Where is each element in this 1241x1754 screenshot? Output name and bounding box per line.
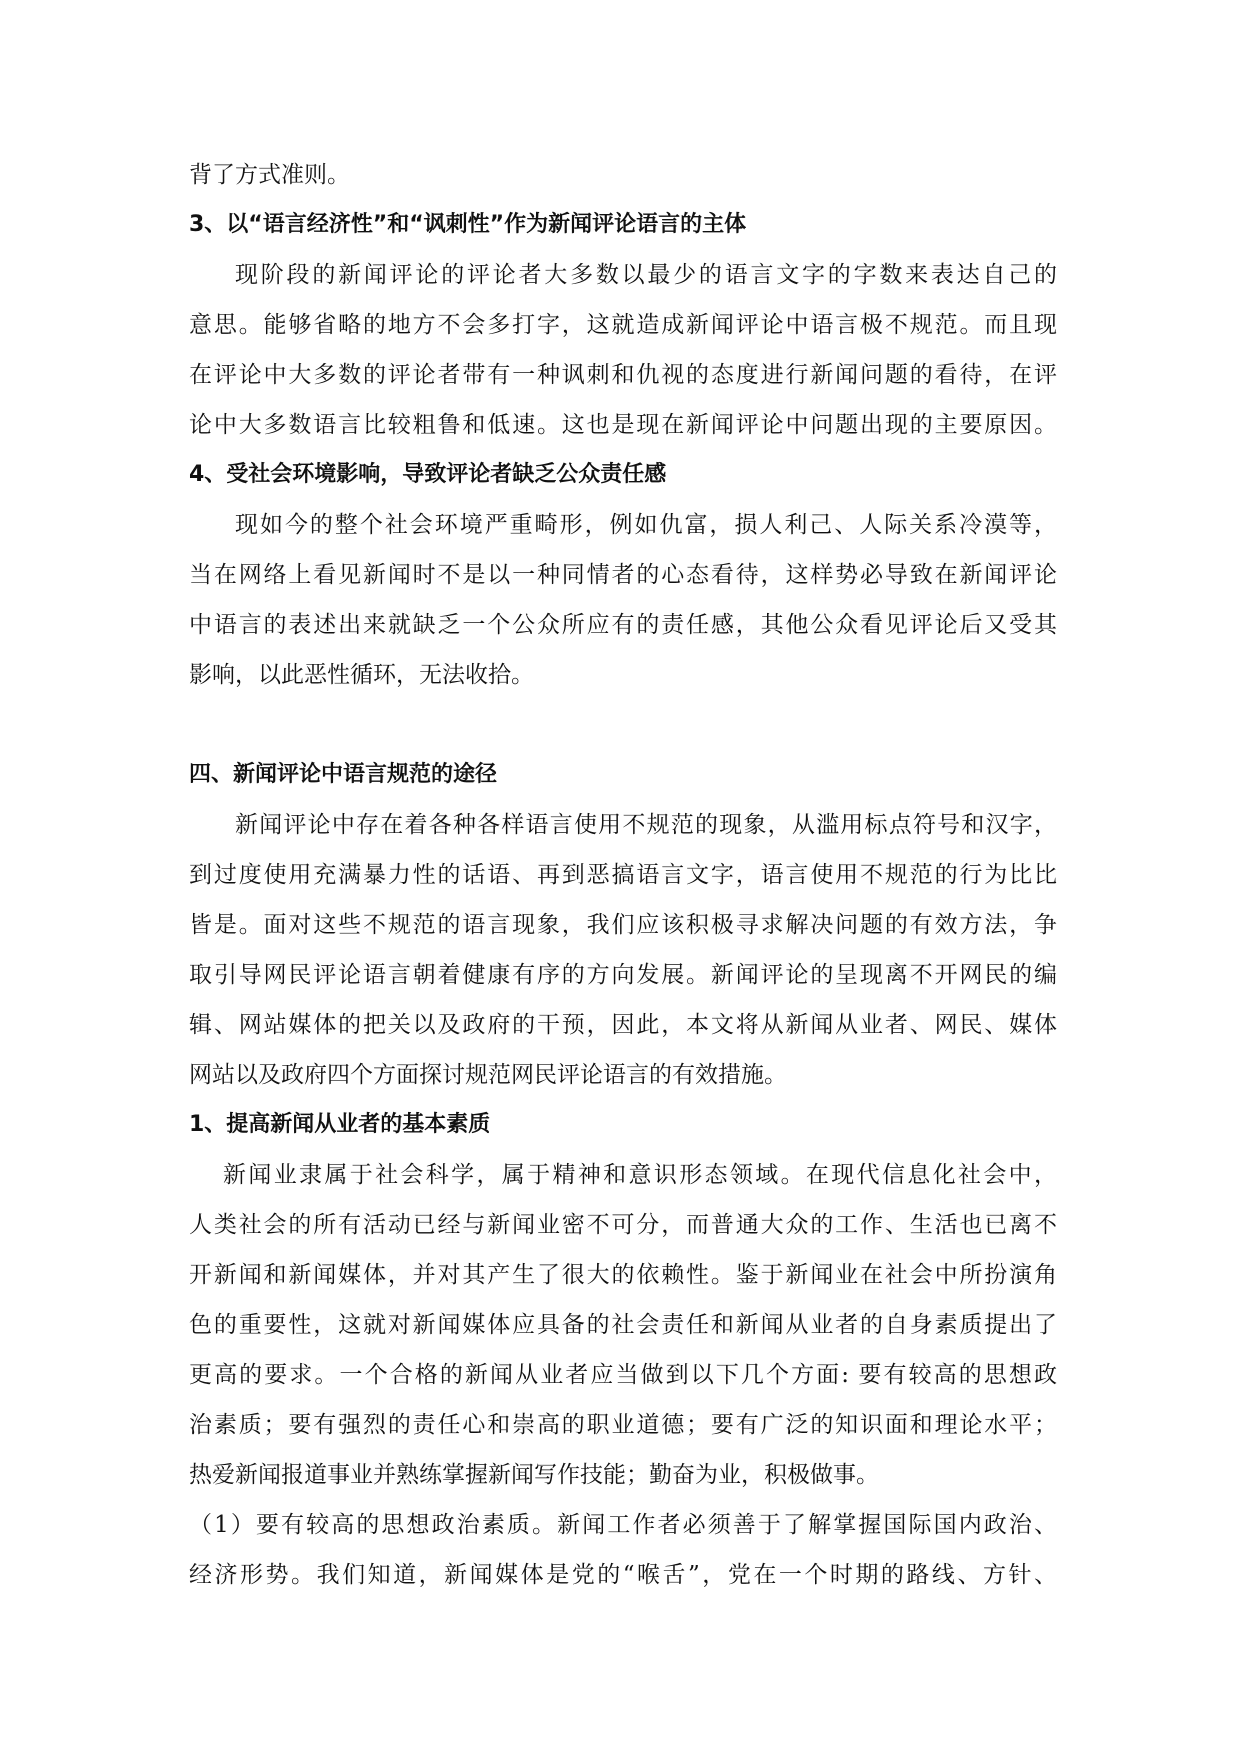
paragraph-line: 当在网络上看见新闻时不是以一种同情者的心态看待，这样势必导致在新闻评论 [189,562,1057,588]
paragraph-line: 取引导网民评论语言朝着健康有序的方向发展。新闻评论的呈现离不开网民的编 [189,962,1057,988]
paragraph-line: 热爱新闻报道事业并熟练掌握新闻写作技能；勤奋为业，积极做事。 [189,1462,879,1488]
document-body [189,150,1057,1600]
paragraph-line: 新闻评论中存在着各种各样语言使用不规范的现象，从滥用标点符号和汉字， [235,812,1057,838]
paragraph-line: 更高的要求。一个合格的新闻从业者应当做到以下几个方面: 要有较高的思想政 [189,1362,1057,1388]
paragraph-line: 经济形势。我们知道，新闻媒体是党的“喉舌”，党在一个时期的路线、方针、 [189,1562,1057,1588]
paragraph-line: 论中大多数语言比较粗鲁和低速。这也是现在新闻评论中问题出现的主要原因。 [189,412,1057,438]
paragraph-line: 意思。能够省略的地方不会多打字，这就造成新闻评论中语言极不规范。而且现 [189,312,1057,338]
paragraph-line: 在评论中大多数的评论者带有一种讽刺和仇视的态度进行新闻问题的看待，在评 [189,362,1057,388]
paragraph-line: 中语言的表述出来就缺乏一个公众所应有的责任感，其他公众看见评论后又受其 [189,612,1057,638]
heading-4: 4、受社会环境影响，导致评论者缺乏公众责任感 [189,462,667,487]
paragraph-line: 网站以及政府四个方面探讨规范网民评论语言的有效措施。 [189,1062,787,1088]
paragraph-line: 到过度使用充满暴力性的话语、再到恶搞语言文字，语言使用不规范的行为比比 [189,862,1057,888]
paragraph-line: 背了方式准则。 [189,162,350,188]
paragraph-line: 治素质；要有强烈的责任心和崇高的职业道德；要有广泛的知识面和理论水平； [189,1412,1057,1438]
section-heading: 四、新闻评论中语言规范的途径 [189,762,498,787]
heading-3: 3、以“语言经济性”和“讽刺性”作为新闻评论语言的主体 [189,212,747,237]
paragraph-3 [189,250,1057,450]
paragraph-line: 色的重要性，这就对新闻媒体应具备的社会责任和新闻从业者的自身素质提出了 [189,1312,1057,1338]
paragraph-line: 现阶段的新闻评论的评论者大多数以最少的语言文字的字数来表达自己的 [235,262,1057,288]
section-intro [189,800,1057,1100]
paragraph-line: 影响，以此恶性循环，无法收拾。 [189,662,534,688]
sub-paragraph-2 [189,1500,1057,1600]
paragraph-line: 开新闻和新闻媒体，并对其产生了很大的依赖性。鉴于新闻业在社会中所扮演角 [189,1262,1057,1288]
sub-paragraph-1 [189,1150,1057,1500]
paragraph-line: 新闻业隶属于社会科学，属于精神和意识形态领域。在现代信息化社会中， [223,1162,1057,1188]
section-spacer [189,700,1057,750]
paragraph-line: 皆是。面对这些不规范的语言现象，我们应该积极寻求解决问题的有效方法，争 [189,912,1057,938]
paragraph-4 [189,500,1057,700]
sub-heading-1: 1、提高新闻从业者的基本素质 [189,1112,491,1137]
paragraph-line: 人类社会的所有活动已经与新闻业密不可分，而普通大众的工作、生活也已离不 [189,1212,1057,1238]
paragraph-line: （1）要有较高的思想政治素质。新闻工作者必须善于了解掌握国际国内政治、 [189,1512,1057,1538]
paragraph-line: 现如今的整个社会环境严重畸形，例如仇富，损人利己、人际关系冷漠等， [235,512,1057,538]
paragraph-line: 辑、网站媒体的把关以及政府的干预，因此，本文将从新闻从业者、网民、媒体 [189,1012,1057,1038]
